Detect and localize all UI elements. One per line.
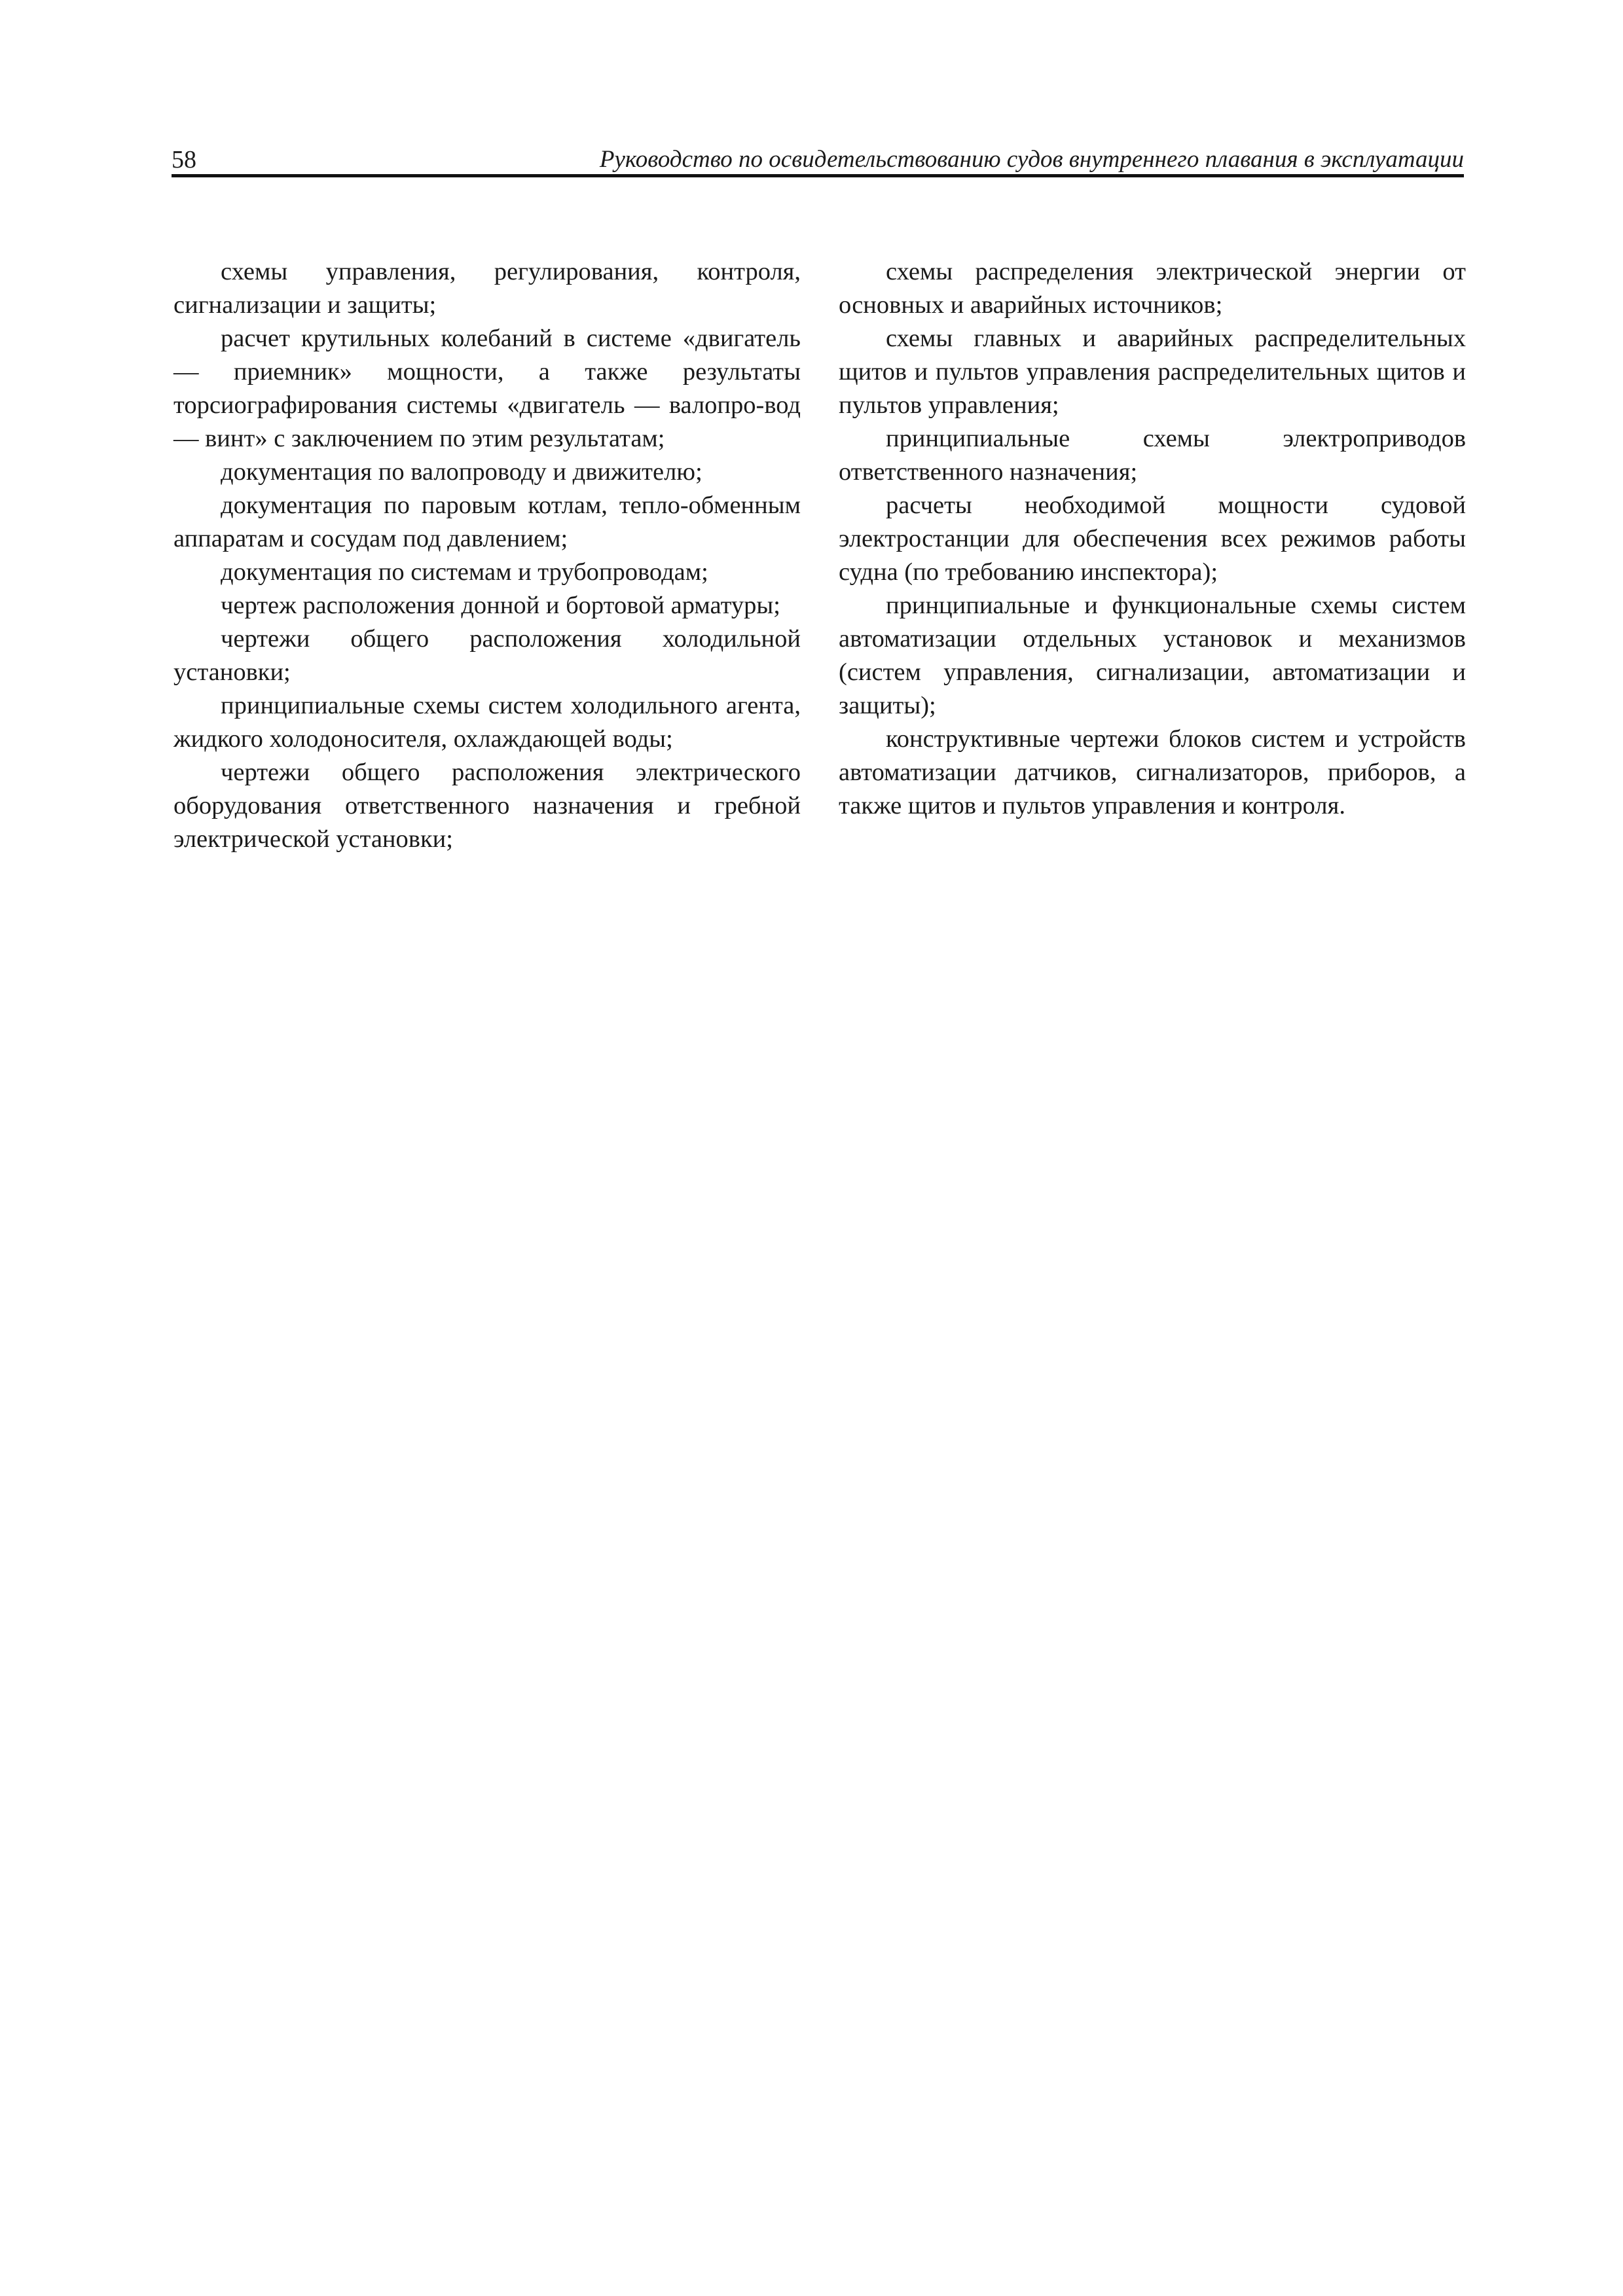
left-column — [173, 255, 801, 856]
paragraph: чертежи общего расположения холодильной установки; — [173, 625, 801, 686]
paragraph: чертеж расположения донной и бортовой арматуры; — [221, 592, 780, 619]
paragraph: схемы главных и аварийных распределительных щитов и пультов управления распределительных щитов и пультов управления; — [839, 325, 1466, 419]
paragraph: чертежи общего расположения электрического оборудования ответственного назначения и гребной электрической установки; — [173, 759, 801, 853]
right-column — [839, 255, 1466, 823]
paragraph: схемы распределения электрической энергии от основных и аварийных источников; — [839, 258, 1466, 319]
paragraph: документация по системам и трубопроводам; — [221, 558, 708, 586]
paragraph: документация по валопроводу и движителю; — [221, 458, 702, 486]
running-title: Руководство по освидетельствованию судов внутреннего плавания в эксплуатации — [599, 146, 1464, 173]
paragraph: принципиальные схемы электроприводов ответственного назначения; — [839, 425, 1466, 486]
paragraph: схемы управления, регулирования, контроля, сигнализации и защиты; — [173, 258, 801, 319]
paragraph: расчеты необходимой мощности судовой электростанции для обеспечения всех режимов работы судна (по требованию инспектора); — [839, 492, 1466, 586]
paragraph: расчет крутильных колебаний в системе «двигатель — приемник» мощности, а также результаты торсиографирования системы «двигатель — валопро-вод — винт» с заключением по этим результатам; — [173, 325, 801, 452]
paragraph: принципиальные схемы систем холодильного агента, жидкого холодоносителя, охлаждающей воды; — [173, 692, 801, 753]
page-header — [172, 136, 1464, 177]
header-rule — [172, 174, 1464, 177]
paragraph: принципиальные и функциональные схемы систем автоматизации отдельных установок и механизмов (систем управления, сигнализации, автоматизации и защиты); — [839, 592, 1466, 719]
paragraph: документация по паровым котлам, тепло-обменным аппаратам и сосудам под давлением; — [173, 492, 801, 552]
paragraph: конструктивные чертежи блоков систем и устройств автоматизации датчиков, сигнализаторов, приборов, а также щитов и пультов управления и контроля. — [839, 725, 1466, 819]
page-number: 58 — [172, 146, 196, 173]
